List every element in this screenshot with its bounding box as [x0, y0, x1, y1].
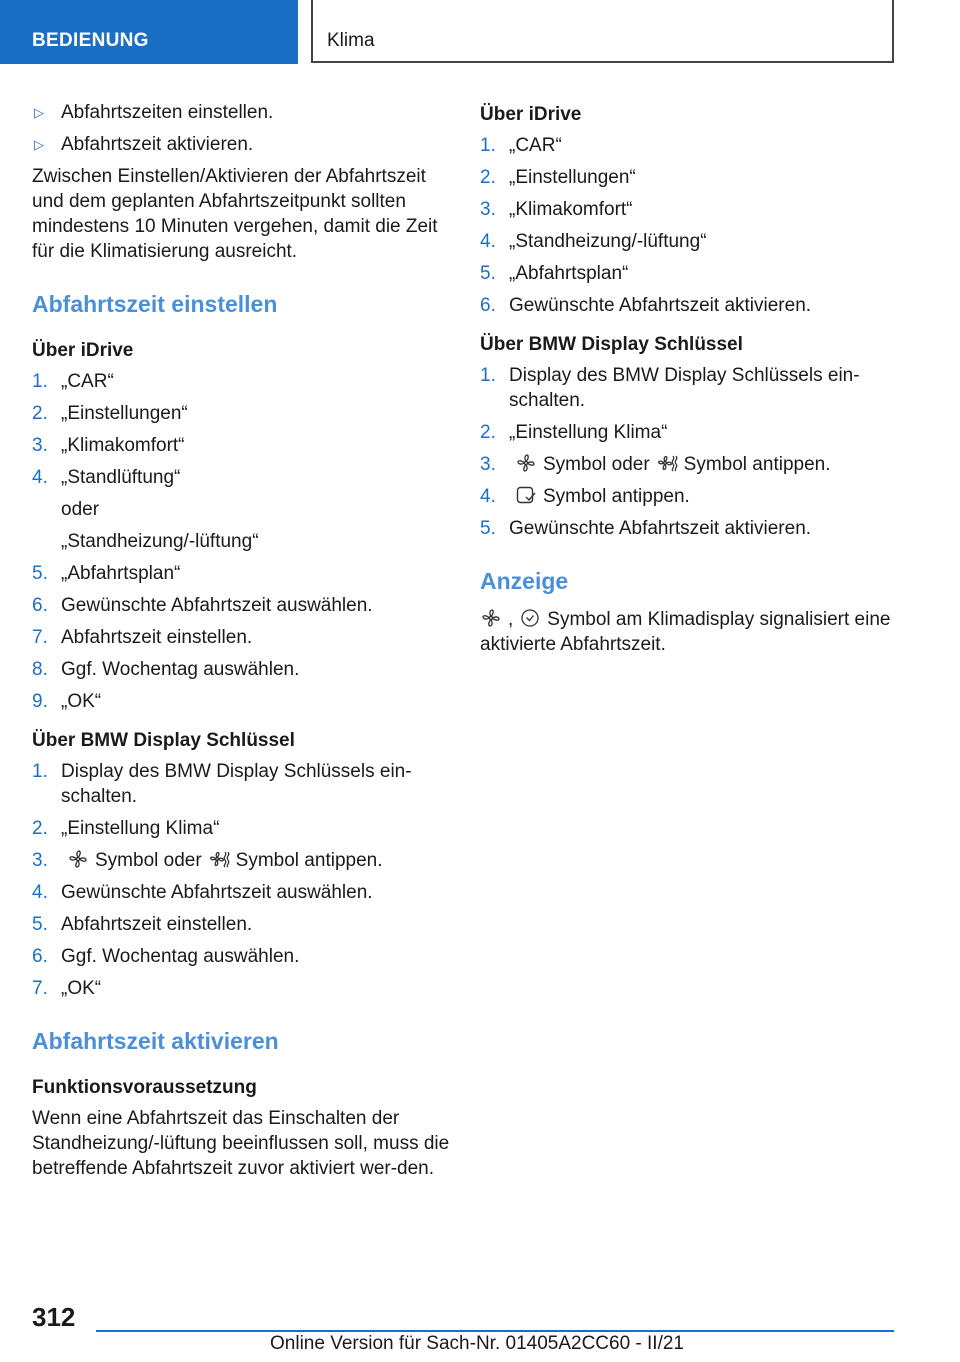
- list-item: 6. Gewünschte Abfahrtszeit aktivieren.: [480, 295, 812, 316]
- list-item: 2. „Einstellungen“: [480, 167, 636, 188]
- requirement-paragraph: Wenn eine Abfahrtszeit das Einschalten der Standheizung/-lüftung beeinflussen soll, muss die betreffende Abfahrtszeit zuvor aktiviert wer-den.: [32, 1108, 450, 1179]
- list-item: 2. „Einstellung Klima“: [32, 818, 220, 839]
- fan-heat-icon: [208, 848, 230, 870]
- step-continuation: „Standheizung/-lüftung“: [61, 531, 259, 552]
- chapter-title: Klima: [327, 30, 375, 51]
- list-item: 6. Ggf. Wochentag auswählen.: [32, 946, 300, 967]
- bullet-item: ▷ Abfahrtszeit aktivieren.: [34, 134, 254, 155]
- subheading-idrive: Über iDrive: [480, 104, 582, 125]
- heading-abfahrtszeit-einstellen: Abfahrtszeit einstellen: [32, 291, 278, 317]
- footer-divider: [96, 1330, 894, 1332]
- section-title: BEDIENUNG: [32, 30, 149, 51]
- fan-icon: [515, 452, 537, 474]
- list-item: 1. „CAR“: [32, 371, 114, 392]
- clock-icon: [519, 607, 541, 629]
- heading-abfahrtszeit-aktivieren: Abfahrtszeit aktivieren: [32, 1028, 279, 1054]
- bullet-item: ▷ Abfahrtszeiten einstellen.: [34, 102, 274, 123]
- list-item: 5. Gewünschte Abfahrtszeit aktivieren.: [480, 518, 812, 539]
- list-item: 3. Symbol oder Symbol antippen.: [480, 454, 831, 475]
- list-item: 4. Gewünschte Abfahrtszeit auswählen.: [32, 882, 373, 903]
- list-item: 5. „Abfahrtsplan“: [480, 263, 629, 284]
- list-item: 7. „OK“: [32, 978, 102, 999]
- idrive-steps: [480, 133, 900, 318]
- display-key-steps: [480, 363, 900, 541]
- list-item: 3. „Klimakomfort“: [32, 435, 185, 456]
- list-item: 3. Symbol oder Symbol antippen.: [32, 850, 383, 871]
- display-key-steps: [32, 759, 452, 1001]
- list-item: 1. Display des BMW Display Schlüssels ein-schalten.: [480, 365, 860, 411]
- list-item: 4. Symbol antippen.: [480, 486, 690, 507]
- list-item: 5. „Abfahrtsplan“: [32, 563, 181, 584]
- subheading-idrive: Über iDrive: [32, 340, 134, 361]
- list-item: 2. „Einstellung Klima“: [480, 422, 668, 443]
- list-item: 1. „CAR“: [480, 135, 562, 156]
- subheading-display-key: Über BMW Display Schlüssel: [32, 730, 295, 751]
- subheading-display-key: Über BMW Display Schlüssel: [480, 334, 743, 355]
- fan-heat-icon: [656, 452, 678, 474]
- list-item: 1. Display des BMW Display Schlüssels ein-schalten.: [32, 761, 412, 807]
- intro-paragraph: Zwischen Einstellen/Aktivieren der Abfahrtszeit und dem geplanten Abfahrtszeitpunkt sollten mindestens 10 Minuten vergehen, damit die Zeit für die Klimatisierung ausreicht.: [32, 166, 438, 262]
- list-item: 8. Ggf. Wochentag auswählen.: [32, 659, 300, 680]
- checkbox-icon: [515, 484, 537, 506]
- list-item: 6. Gewünschte Abfahrtszeit auswählen.: [32, 595, 373, 616]
- footer-text: Online Version für Sach-Nr. 01405A2CC60 - II/21: [270, 1333, 685, 1354]
- triangle-bullet-icon: ▷: [34, 105, 44, 120]
- heading-anzeige: Anzeige: [480, 568, 569, 594]
- right-column: [480, 100, 900, 664]
- list-item: 5. Abfahrtszeit einstellen.: [32, 914, 253, 935]
- fan-icon: [67, 848, 89, 870]
- subheading-requirement: Funktionsvoraussetzung: [32, 1077, 257, 1098]
- section-tab: [0, 0, 298, 64]
- chapter-box: [311, 0, 894, 63]
- idrive-steps: [32, 369, 452, 714]
- list-item: 4. „Standlüftung“: [32, 467, 181, 488]
- list-item: 9. „OK“: [32, 691, 102, 712]
- list-item: 3. „Klimakomfort“: [480, 199, 633, 220]
- fan-icon: [480, 607, 502, 629]
- page-number: 312: [32, 1302, 76, 1332]
- display-paragraph: , Symbol am Klimadisplay signalisiert eine aktivierte Abfahrtszeit.: [480, 609, 891, 655]
- list-item: 2. „Einstellungen“: [32, 403, 188, 424]
- list-item: 7. Abfahrtszeit einstellen.: [32, 627, 253, 648]
- triangle-bullet-icon: ▷: [34, 137, 44, 152]
- step-continuation: oder: [61, 499, 100, 520]
- list-item: 4. „Standheizung/-lüftung“: [480, 231, 707, 252]
- left-column: [32, 100, 452, 1188]
